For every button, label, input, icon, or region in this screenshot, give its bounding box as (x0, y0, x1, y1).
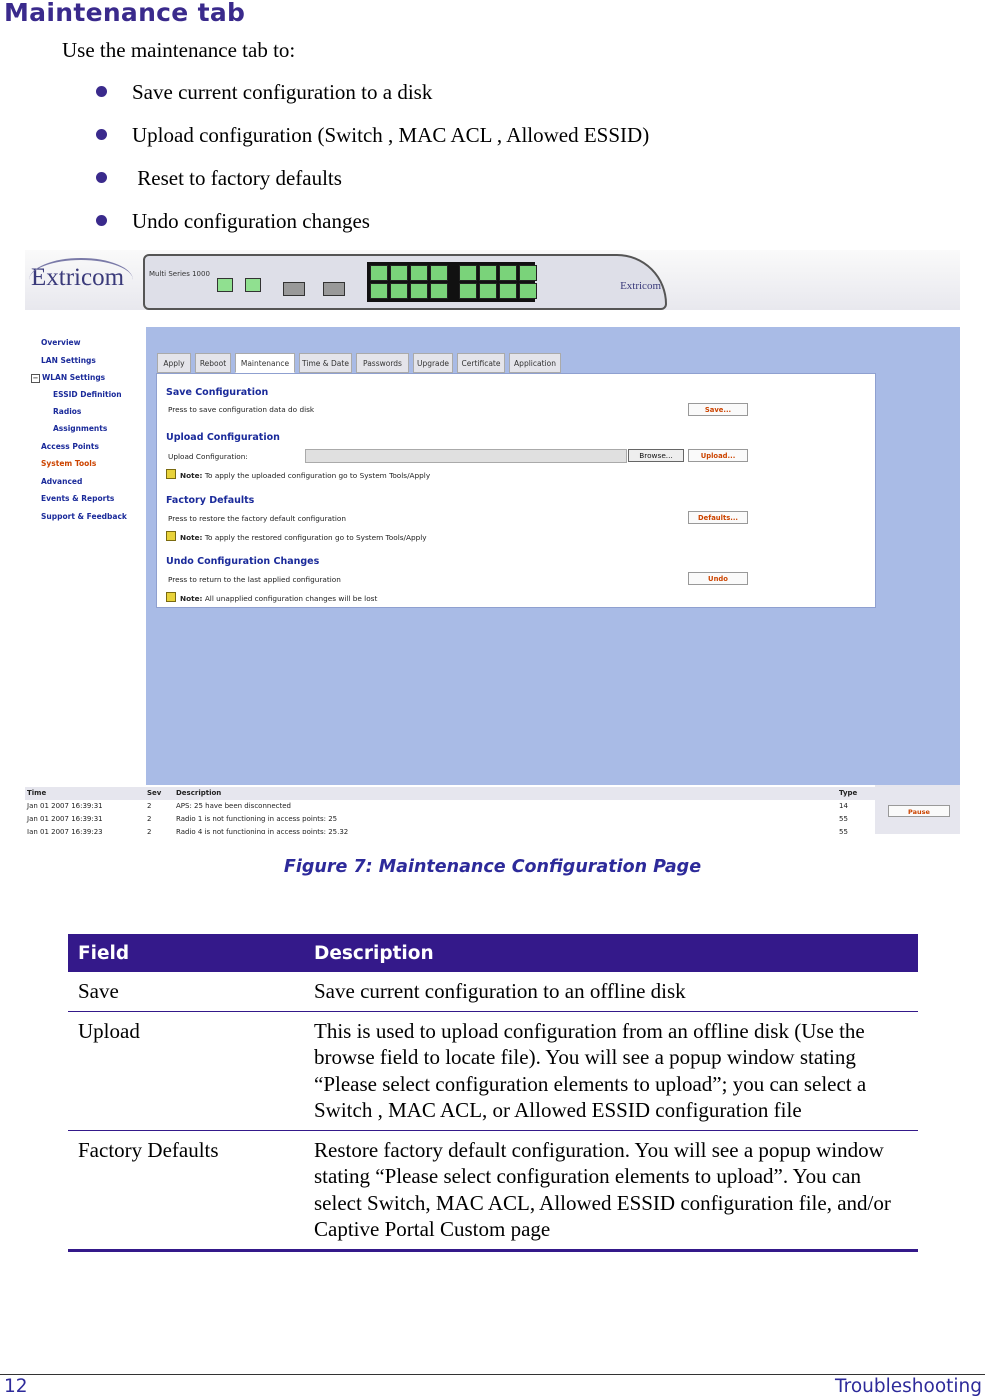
port-icon (390, 265, 408, 281)
tab-apply[interactable]: Apply (157, 353, 191, 373)
sidebar-item-support-feedback[interactable]: Support & Feedback (41, 512, 127, 521)
tab-upgrade[interactable]: Upgrade (413, 353, 453, 373)
table-cell-description: This is used to upload configuration from an offline disk (Use the browse field to locate file). You will see a popup window stating “Please select configuration elements to upload”; you can select a Switch , MAC ACL, or Allowed ESSID configuration file (304, 1011, 918, 1130)
port-icon (459, 265, 477, 281)
undo-description: Press to return to the last applied configuration (168, 575, 341, 584)
sidebar-item-system-tools[interactable]: System Tools (41, 459, 97, 468)
browse-button[interactable]: Browse... (628, 449, 684, 462)
bullet-item (96, 207, 649, 250)
port-icon (459, 283, 477, 299)
log-type: 14 (839, 802, 848, 810)
factory-section-title: Factory Defaults (166, 495, 255, 506)
port-icon (410, 265, 428, 281)
upload-file-input[interactable] (305, 449, 627, 463)
sfp-slot-icon (283, 282, 305, 296)
page-heading: Maintenance tab (4, 0, 246, 27)
page-number: 12 (4, 1376, 28, 1397)
save-button[interactable]: Save... (688, 403, 748, 416)
upload-section-title: Upload Configuration (166, 432, 280, 443)
save-section-title: Save Configuration (166, 387, 269, 398)
port-icon (390, 283, 408, 299)
log-description: Radio 1 is not functioning in access points: 25 (176, 815, 338, 823)
bullet-dot-icon (96, 129, 107, 140)
port-icon (370, 265, 388, 281)
sidebar-item-advanced[interactable]: Advanced (41, 477, 83, 486)
port-icon (499, 283, 517, 299)
table-header-row (68, 934, 918, 972)
port-icon (217, 278, 233, 292)
bullet-item (96, 78, 649, 121)
footer-rule (0, 1374, 985, 1375)
log-description: APS: 25 have been disconnected (176, 802, 291, 810)
bullet-text: Reset to factory defaults (132, 166, 342, 190)
log-header-description: Description (176, 789, 222, 797)
log-time: Jan 01 2007 16:39:23 (27, 828, 103, 834)
port-icon (479, 265, 497, 281)
bullet-list (96, 78, 649, 250)
sidebar-item-lan-settings[interactable]: LAN Settings (41, 356, 96, 365)
event-log (25, 785, 960, 834)
note-label: Note: (180, 594, 203, 603)
tab-application[interactable]: Application (509, 353, 561, 373)
tab-passwords[interactable]: Passwords (356, 353, 409, 373)
table-cell-field: Factory Defaults (68, 1130, 304, 1250)
factory-description: Press to restore the factory default configuration (168, 514, 346, 523)
undo-section-title: Undo Configuration Changes (166, 556, 320, 567)
tab-time-date[interactable]: Time & Date (299, 353, 352, 373)
log-time: Jan 01 2007 16:39:31 (27, 802, 103, 810)
bullet-text: Undo configuration changes (132, 209, 370, 233)
sfp-slot-icon (323, 282, 345, 296)
log-time: Jan 01 2007 16:39:31 (27, 815, 103, 823)
factory-note (166, 531, 427, 542)
note-label: Note: (180, 533, 203, 542)
table-header-description: Description (304, 934, 918, 972)
log-sev: 2 (147, 815, 152, 823)
bullet-dot-icon (96, 215, 107, 226)
log-row[interactable] (25, 826, 875, 834)
sidebar-item-radios[interactable]: Radios (53, 407, 82, 416)
note-icon (166, 592, 176, 602)
device-front-panel (143, 254, 667, 310)
device-brand-label: Extricom (620, 280, 661, 292)
note-text: All unapplied configuration changes will be lost (204, 594, 378, 603)
maintenance-screenshot (25, 250, 960, 834)
app-banner (25, 250, 960, 310)
table-cell-field: Save (68, 972, 304, 1011)
sidebar-item-overview[interactable]: Overview (41, 338, 81, 347)
table-cell-description: Restore factory default configuration. You will see a popup window stating “Please select configuration elements to upload”. You can select Switch, MAC ACL, Allowed ESSID configuration file, and/or Captive Portal Custom page (304, 1130, 918, 1250)
note-text: To apply the restored configuration go to System Tools/Apply (204, 533, 427, 542)
sidebar-item-access-points[interactable]: Access Points (41, 442, 99, 451)
tab-certificate[interactable]: Certificate (457, 353, 505, 373)
sidebar-item-assignments[interactable]: Assignments (53, 424, 108, 433)
tab-maintenance[interactable]: Maintenance (235, 353, 295, 373)
save-description: Press to save configuration data do disk (168, 405, 315, 414)
nav-sidebar (31, 328, 139, 548)
upload-field-label: Upload Configuration: (168, 452, 248, 461)
extricom-logo: Extricom (31, 264, 125, 291)
table-header-field: Field (68, 934, 304, 972)
table-cell-field: Upload (68, 1011, 304, 1130)
note-icon (166, 531, 176, 541)
table-cell-description: Save current configuration to an offline disk (304, 972, 918, 1011)
tab-reboot[interactable]: Reboot (195, 353, 231, 373)
note-label: Note: (180, 471, 203, 480)
sidebar-item-events-reports[interactable]: Events & Reports (41, 494, 115, 503)
bullet-text: Upload configuration (Switch , MAC ACL , Allowed ESSID) (132, 123, 650, 147)
undo-note (166, 592, 377, 603)
log-row[interactable] (25, 800, 875, 813)
port-icon (519, 265, 537, 281)
sidebar-item-essid-definition[interactable]: ESSID Definition (53, 390, 122, 399)
port-icon (430, 265, 448, 281)
log-type: 55 (839, 815, 848, 823)
log-header-row (25, 787, 875, 800)
footer-title: Troubleshooting (835, 1376, 982, 1397)
port-icon (245, 278, 261, 292)
tree-collapse-icon[interactable]: − (32, 374, 39, 382)
bullet-item (96, 164, 649, 207)
maintenance-content (156, 373, 876, 608)
note-icon (166, 469, 176, 479)
port-icon (410, 283, 428, 299)
log-type: 55 (839, 828, 848, 834)
intro-text: Use the maintenance tab to: (62, 38, 296, 62)
pause-button[interactable]: Pause (888, 805, 950, 817)
port-icon (519, 283, 537, 299)
log-sev: 2 (147, 828, 152, 834)
table-row (68, 1011, 918, 1130)
port-icon (479, 283, 497, 299)
field-description-table (68, 934, 918, 1252)
sidebar-item-wlan-settings[interactable] (31, 373, 105, 383)
defaults-button[interactable]: Defaults... (688, 511, 748, 524)
log-row[interactable] (25, 813, 875, 826)
log-sev: 2 (147, 802, 152, 810)
port-icon (499, 265, 517, 281)
log-description: Radio 4 is not functioning in access points: 25,32 (176, 828, 349, 834)
log-header-type: Type (839, 789, 858, 797)
figure-caption: Figure 7: Maintenance Configuration Page (283, 857, 702, 877)
bullet-dot-icon (96, 172, 107, 183)
undo-button[interactable]: Undo (688, 572, 748, 585)
main-panel (146, 327, 960, 785)
upload-button[interactable]: Upload... (688, 449, 748, 462)
bullet-text: Save current configuration to a disk (132, 80, 433, 104)
log-header-sev: Sev (147, 789, 162, 797)
log-header-time: Time (27, 789, 47, 797)
log-controls (875, 785, 960, 834)
table-row (68, 972, 918, 1011)
bullet-dot-icon (96, 86, 107, 97)
device-model-label: Multi Series 1000 (149, 270, 210, 278)
port-icon (430, 283, 448, 299)
port-block (367, 262, 535, 302)
bullet-item (96, 121, 649, 164)
table-row (68, 1130, 918, 1250)
upload-note (166, 469, 430, 480)
note-text: To apply the uploaded configuration go to System Tools/Apply (204, 471, 431, 480)
sidebar-item-label: WLAN Settings (42, 373, 106, 382)
port-icon (370, 283, 388, 299)
